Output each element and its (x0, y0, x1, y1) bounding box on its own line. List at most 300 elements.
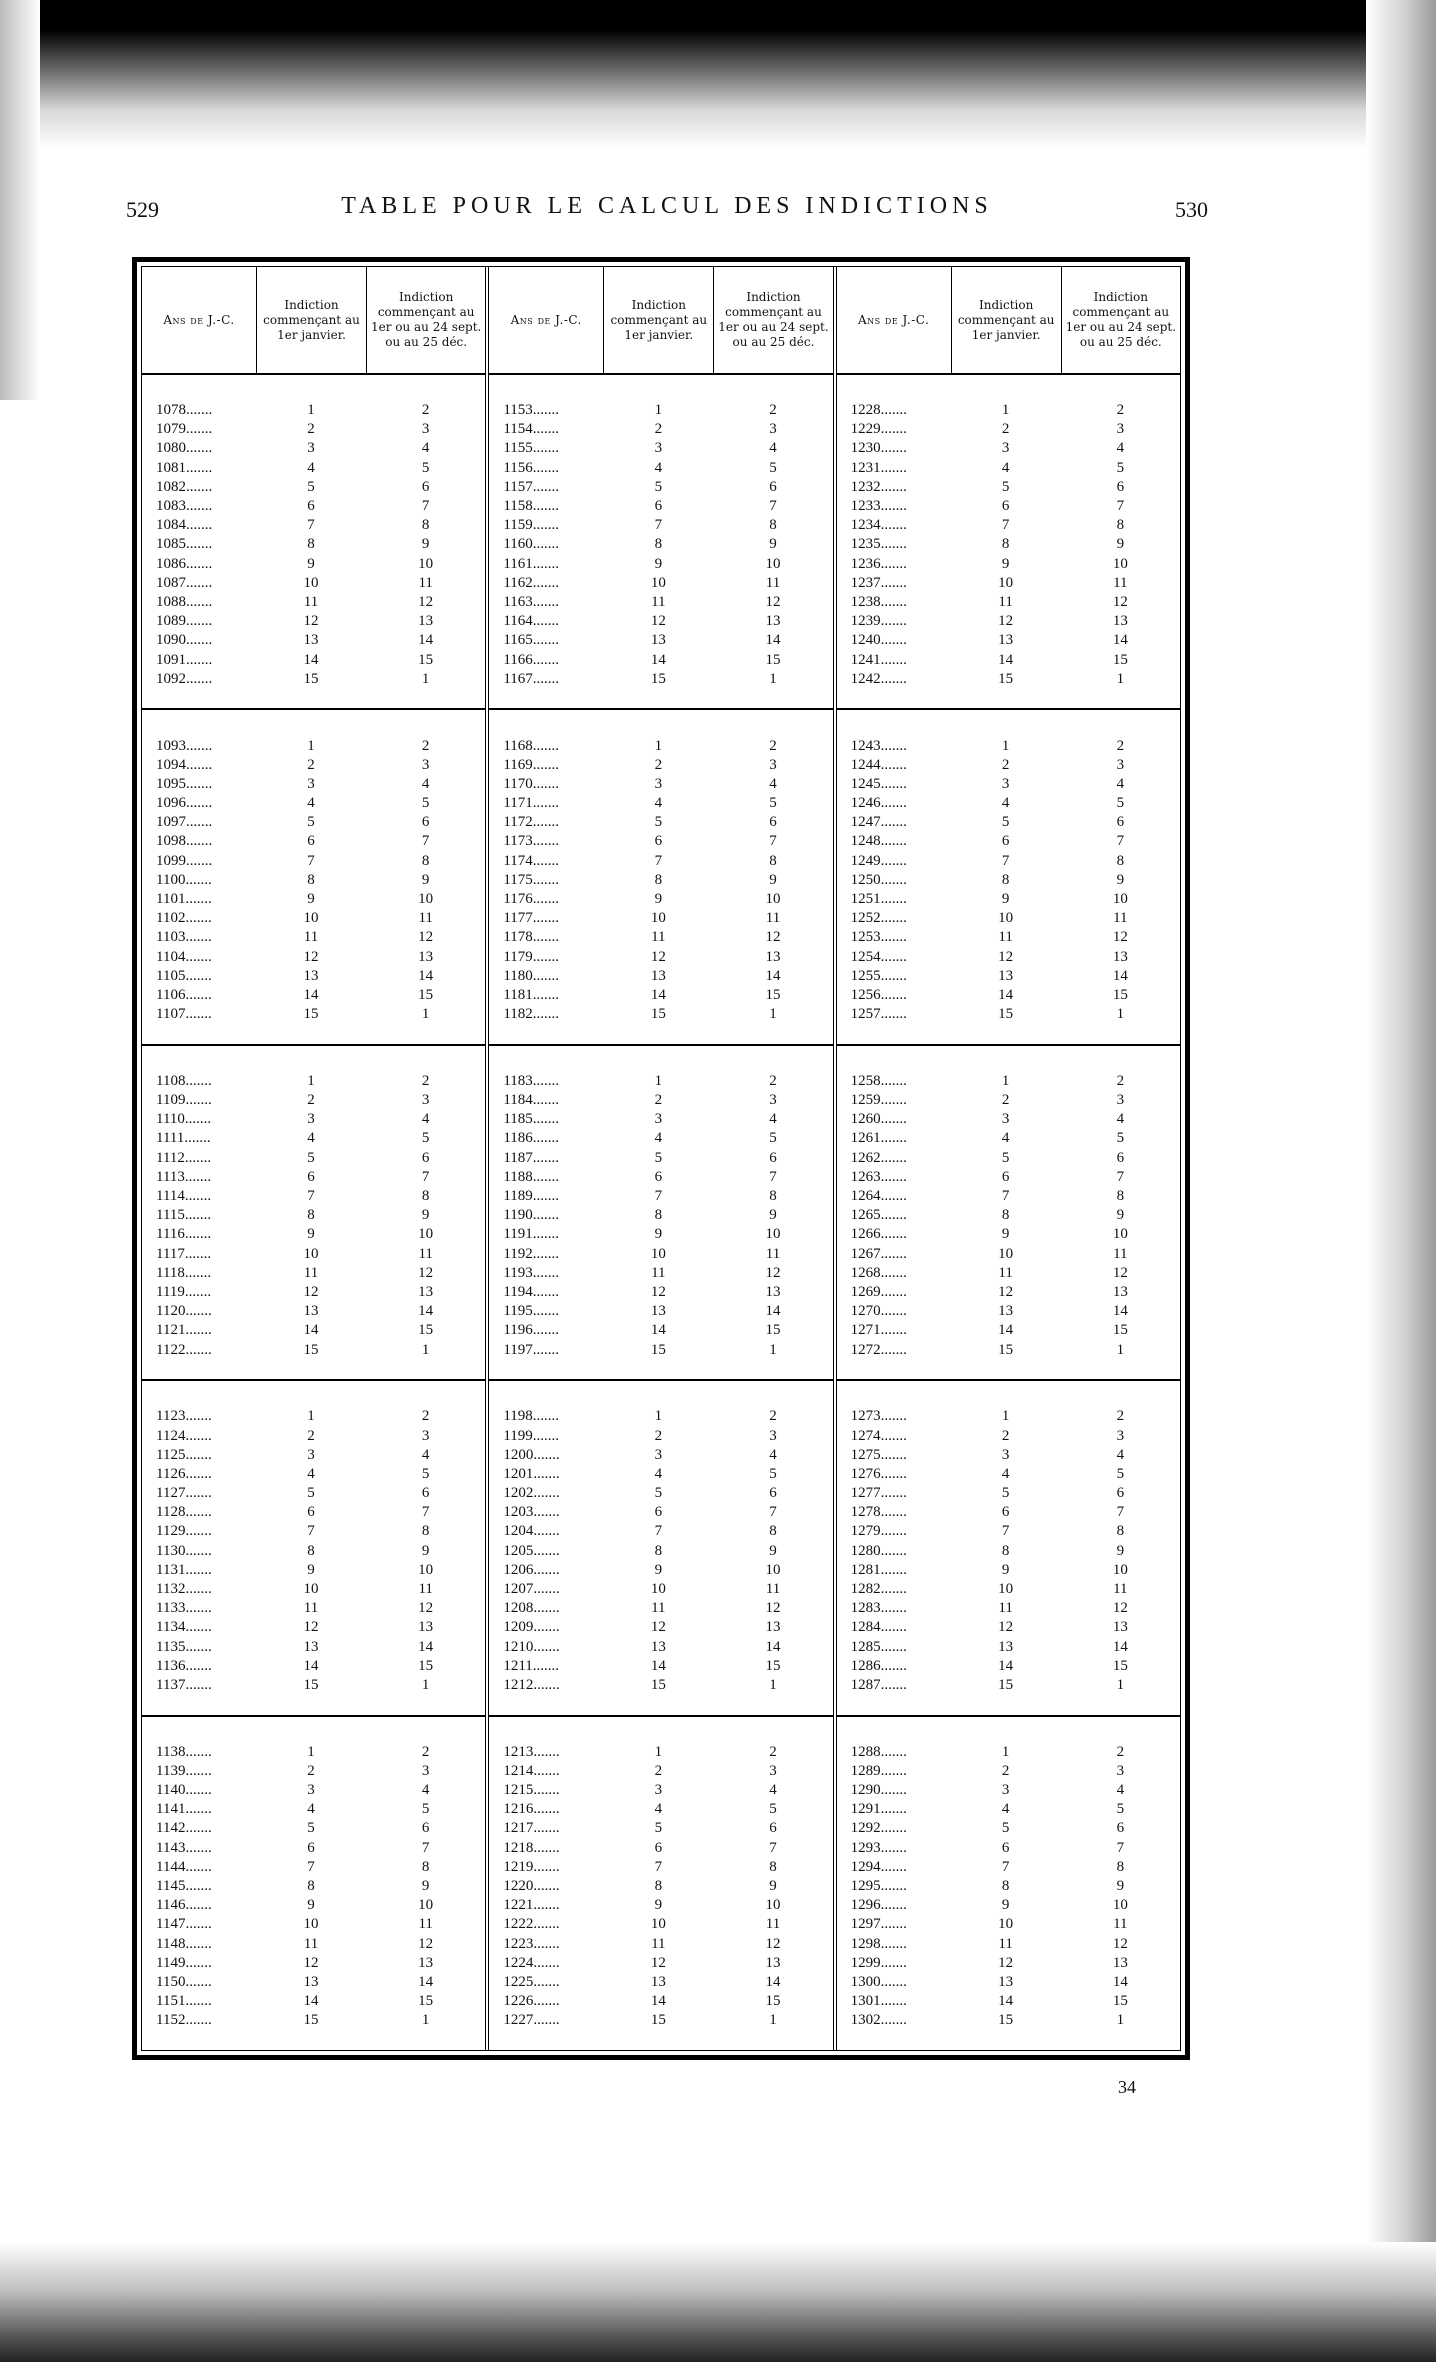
year-cell: 1146....... (156, 1897, 212, 1914)
january-indiction-cell: 5 (1001, 1485, 1010, 1502)
table-row (837, 1149, 1180, 1168)
table-row (489, 1129, 832, 1148)
september-indiction-cell: 7 (769, 1504, 777, 1521)
january-indiction-cell: 10 (998, 910, 1014, 927)
table-row (489, 1973, 832, 1992)
table-row (837, 1283, 1180, 1302)
table-row (837, 832, 1180, 851)
january-indiction-cell: 15 (998, 1676, 1014, 1693)
table-row (142, 1781, 485, 1800)
september-indiction-cell: 3 (421, 1762, 430, 1779)
table-row (837, 1935, 1180, 1954)
september-indiction-cell: 12 (765, 929, 781, 946)
table-row (837, 967, 1180, 986)
january-indiction-cell: 4 (1001, 795, 1010, 812)
january-indiction-cell: 7 (654, 852, 663, 869)
year-cell: 1105....... (156, 967, 212, 984)
table-row (142, 1839, 485, 1858)
september-indiction-cell: 12 (765, 1935, 781, 1952)
table-row (142, 574, 485, 593)
table-row (837, 890, 1180, 909)
table-row (142, 2011, 485, 2030)
september-indiction-cell: 5 (1116, 795, 1125, 812)
table-row (489, 1580, 832, 1599)
table-row (489, 1168, 832, 1187)
january-indiction-cell: 1 (307, 737, 315, 754)
september-indiction-cell: 14 (765, 1303, 781, 1320)
september-indiction-cell: 1 (421, 2012, 430, 2029)
table-row (489, 1264, 832, 1283)
year-cell: 1136....... (156, 1657, 212, 1674)
table-row (837, 1599, 1180, 1618)
september-indiction-cell: 8 (421, 1188, 430, 1205)
table-row (142, 1446, 485, 1465)
september-indiction-cell: 14 (418, 967, 434, 984)
year-cell: 1116....... (156, 1226, 212, 1243)
september-indiction-cell: 11 (765, 910, 781, 927)
panel-body (142, 375, 485, 2050)
year-cell: 1127....... (156, 1485, 212, 1502)
january-indiction-cell: 10 (998, 574, 1014, 591)
september-indiction-cell: 4 (421, 775, 430, 792)
year-cell: 1187....... (503, 1149, 560, 1166)
year-cell: 1087....... (156, 574, 213, 591)
january-indiction-cell: 11 (998, 1600, 1013, 1617)
september-indiction-cell: 5 (769, 1465, 777, 1482)
table-row (142, 736, 485, 755)
table-row (142, 1110, 485, 1129)
year-cell: 1301....... (850, 1993, 907, 2010)
year-cell: 1283....... (850, 1600, 907, 1617)
september-indiction-cell: 6 (769, 1820, 777, 1837)
january-indiction-cell: 4 (1001, 459, 1010, 476)
january-indiction-cell: 7 (307, 1523, 315, 1540)
january-indiction-cell: 7 (307, 852, 315, 869)
september-indiction-cell: 11 (418, 1245, 433, 1262)
year-cell: 1120....... (156, 1303, 212, 1320)
table-row (837, 478, 1180, 497)
year-cell: 1207....... (503, 1581, 560, 1597)
year-cell: 1099....... (156, 852, 213, 869)
year-cell: 1298....... (850, 1935, 907, 1952)
september-indiction-cell: 9 (769, 1878, 777, 1895)
january-indiction-cell: 9 (654, 1226, 663, 1243)
year-cell: 1183....... (503, 1072, 560, 1089)
table-row (837, 1522, 1180, 1541)
january-indiction-cell: 5 (1001, 1149, 1010, 1166)
september-indiction-cell: 8 (769, 1188, 777, 1205)
table-row (837, 1340, 1180, 1359)
september-indiction-cell: 9 (769, 871, 777, 888)
year-cell: 1302....... (850, 2012, 907, 2029)
year-cell: 1119....... (156, 1283, 212, 1300)
panel-body (489, 375, 832, 2050)
september-indiction-cell: 9 (1116, 871, 1125, 888)
table-row (837, 650, 1180, 669)
table-row (489, 650, 832, 669)
table-row (142, 1973, 485, 1992)
september-indiction-cell: 3 (421, 421, 430, 438)
january-indiction-cell: 14 (303, 651, 319, 668)
january-indiction-cell: 8 (654, 1542, 663, 1559)
scan-edge-top (0, 0, 1436, 150)
september-indiction-cell: 10 (765, 1561, 781, 1578)
january-indiction-cell: 10 (650, 1581, 666, 1597)
january-indiction-cell: 5 (307, 1485, 315, 1502)
table-row (837, 2011, 1180, 2030)
september-indiction-cell: 7 (421, 1504, 430, 1521)
year-cell: 1143....... (156, 1839, 212, 1856)
september-indiction-cell: 2 (1116, 1072, 1125, 1089)
year-cell: 1164....... (503, 613, 560, 630)
september-indiction-cell: 5 (421, 459, 430, 476)
year-cell: 1251....... (850, 891, 907, 907)
table-row (142, 813, 485, 832)
year-cell: 1253....... (850, 929, 907, 946)
january-indiction-cell: 13 (303, 1638, 319, 1655)
january-indiction-cell: 4 (1001, 1465, 1010, 1482)
year-cell: 1100....... (156, 871, 212, 888)
january-indiction-cell: 5 (1001, 814, 1010, 831)
year-cell: 1250....... (850, 871, 907, 888)
table-row (837, 909, 1180, 928)
january-indiction-cell: 8 (307, 536, 315, 553)
september-indiction-cell: 14 (418, 632, 434, 649)
january-indiction-cell: 12 (650, 613, 666, 630)
table-row (837, 1915, 1180, 1934)
table-row (489, 1781, 832, 1800)
september-indiction-cell: 15 (418, 1993, 434, 2010)
september-indiction-cell: 13 (1112, 613, 1128, 630)
january-indiction-cell: 15 (998, 670, 1014, 687)
table-row (142, 1187, 485, 1206)
year-cell: 1172....... (503, 814, 560, 831)
january-indiction-cell: 10 (998, 1916, 1014, 1933)
table-row (837, 439, 1180, 458)
table-row (489, 1503, 832, 1522)
september-indiction-cell: 6 (769, 1149, 777, 1166)
january-indiction-cell: 6 (1001, 1504, 1010, 1521)
table-row (837, 1225, 1180, 1244)
january-indiction-cell: 4 (654, 795, 663, 812)
september-indiction-cell: 6 (421, 478, 430, 495)
table-row (489, 478, 832, 497)
page-title: TABLE POUR LE CALCUL DES INDICTIONS (341, 193, 993, 219)
september-indiction-cell: 7 (1116, 1168, 1125, 1185)
table-row (489, 439, 832, 458)
year-cell: 1218....... (503, 1839, 560, 1856)
january-indiction-cell: 15 (303, 670, 319, 687)
september-indiction-cell: 5 (1116, 459, 1125, 476)
year-cell: 1233....... (850, 498, 907, 515)
year-cell: 1202....... (503, 1485, 560, 1502)
table-row (142, 1800, 485, 1819)
year-block (489, 375, 832, 710)
year-cell: 1078....... (156, 402, 213, 419)
year-cell: 1271....... (850, 1322, 907, 1339)
september-indiction-cell: 11 (765, 574, 781, 591)
january-indiction-cell: 10 (303, 1245, 319, 1262)
panel-header (142, 267, 485, 375)
year-cell: 1110....... (156, 1111, 212, 1128)
september-indiction-cell: 7 (769, 498, 777, 515)
year-cell: 1195....... (503, 1303, 560, 1320)
january-indiction-cell: 5 (307, 814, 315, 831)
year-cell: 1201....... (503, 1465, 560, 1482)
table-row (489, 1005, 832, 1024)
table-row (142, 1561, 485, 1580)
january-indiction-cell: 3 (307, 1446, 315, 1463)
year-cell: 1215....... (503, 1782, 560, 1799)
table-row (489, 1877, 832, 1896)
table-row (837, 401, 1180, 420)
year-cell: 1084....... (156, 517, 213, 534)
table-row (837, 555, 1180, 574)
year-cell: 1126....... (156, 1465, 212, 1482)
table-row (837, 1743, 1180, 1762)
table-row (142, 1992, 485, 2011)
january-indiction-cell: 7 (654, 517, 663, 534)
september-indiction-cell: 9 (421, 536, 430, 553)
january-indiction-cell: 11 (303, 1935, 319, 1952)
year-cell: 1197....... (503, 1341, 560, 1358)
scan-edge-bottom (0, 2242, 1436, 2362)
september-indiction-cell: 12 (418, 1935, 434, 1952)
september-indiction-cell: 10 (418, 1897, 434, 1914)
table-row (837, 612, 1180, 631)
january-indiction-cell: 14 (650, 1322, 666, 1339)
table-row (489, 1072, 832, 1091)
september-indiction-cell: 8 (769, 1858, 777, 1875)
year-cell: 1200....... (503, 1446, 560, 1463)
september-indiction-cell: 15 (1112, 651, 1128, 668)
january-indiction-cell: 4 (307, 459, 315, 476)
january-indiction-cell: 14 (303, 1657, 319, 1674)
september-indiction-cell: 2 (1116, 1408, 1125, 1425)
table-row (837, 1877, 1180, 1896)
september-indiction-cell: 7 (769, 833, 777, 850)
january-indiction-cell: 8 (654, 871, 663, 888)
january-indiction-cell: 5 (1001, 1820, 1010, 1837)
table-row (142, 1580, 485, 1599)
table-row (142, 1245, 485, 1264)
september-indiction-cell: 3 (1116, 1427, 1125, 1444)
table-row (489, 1935, 832, 1954)
september-indiction-cell: 12 (1112, 929, 1128, 946)
table-row (142, 459, 485, 478)
year-cell: 1129....... (156, 1523, 212, 1540)
table-row (142, 497, 485, 516)
table-row (489, 1800, 832, 1819)
january-indiction-cell: 2 (1001, 421, 1010, 438)
september-indiction-cell: 9 (421, 1542, 430, 1559)
table-row (489, 631, 832, 650)
table-row (142, 1542, 485, 1561)
september-indiction-cell: 5 (421, 1130, 430, 1147)
year-cell: 1281....... (850, 1561, 907, 1578)
table-row (142, 947, 485, 966)
september-indiction-cell: 6 (421, 814, 430, 831)
table-row (837, 1542, 1180, 1561)
table-row (837, 852, 1180, 871)
table-row (837, 420, 1180, 439)
january-indiction-cell: 5 (654, 1485, 663, 1502)
year-cell: 1177....... (503, 910, 560, 927)
january-indiction-cell: 12 (998, 1283, 1014, 1300)
september-indiction-cell: 9 (1116, 1207, 1125, 1224)
year-cell: 1230....... (850, 440, 907, 457)
table-row (489, 459, 832, 478)
year-cell: 1125....... (156, 1446, 212, 1463)
january-indiction-cell: 3 (307, 1782, 315, 1799)
table-row (142, 1637, 485, 1656)
january-indiction-cell: 6 (654, 1168, 663, 1185)
table-body (141, 266, 1181, 2051)
table-row (489, 1426, 832, 1445)
table-row (837, 1206, 1180, 1225)
september-indiction-cell: 14 (1112, 967, 1128, 984)
table-row (837, 1302, 1180, 1321)
september-indiction-cell: 2 (769, 737, 777, 754)
year-cell: 1220....... (503, 1878, 560, 1895)
year-cell: 1188....... (503, 1168, 560, 1185)
year-cell: 1198....... (503, 1408, 560, 1425)
table-row (837, 1321, 1180, 1340)
january-indiction-cell: 13 (998, 967, 1014, 984)
january-indiction-cell: 9 (307, 1561, 315, 1578)
january-indiction-cell: 9 (1001, 1226, 1010, 1243)
january-indiction-cell: 15 (998, 2012, 1014, 2029)
january-indiction-cell: 12 (303, 948, 319, 965)
january-indiction-cell: 6 (307, 1504, 315, 1521)
table-row (837, 1129, 1180, 1148)
year-cell: 1272....... (850, 1341, 907, 1358)
table-row (489, 756, 832, 775)
table-row (489, 1522, 832, 1541)
september-indiction-cell: 7 (1116, 1839, 1125, 1856)
year-cell: 1080....... (156, 440, 213, 457)
january-indiction-cell: 6 (307, 1168, 315, 1185)
september-indiction-cell: 4 (421, 1111, 430, 1128)
january-indiction-cell: 14 (303, 1322, 319, 1339)
january-indiction-cell: 13 (303, 1303, 319, 1320)
year-cell: 1242....... (850, 670, 907, 687)
january-indiction-cell: 15 (650, 1006, 666, 1023)
table-row (142, 775, 485, 794)
january-indiction-cell: 4 (307, 1465, 315, 1482)
january-indiction-cell: 15 (650, 2012, 666, 2029)
year-cell: 1173....... (503, 833, 560, 850)
september-indiction-cell: 3 (421, 756, 430, 773)
year-cell: 1279....... (850, 1523, 907, 1540)
year-cell: 1167....... (503, 670, 560, 687)
september-indiction-cell: 7 (421, 1839, 430, 1856)
september-indiction-cell: 14 (418, 1973, 434, 1990)
table-row (489, 909, 832, 928)
january-indiction-cell: 10 (650, 910, 666, 927)
year-cell: 1294....... (850, 1858, 907, 1875)
september-column-header: Indiction commençant au 1er ou au 24 sept. ou au 25 déc. (366, 267, 485, 373)
table-row (142, 1522, 485, 1541)
right-page-number: 530 (1175, 197, 1208, 222)
september-indiction-cell: 10 (765, 1897, 781, 1914)
year-cell: 1148....... (156, 1935, 212, 1952)
table-row (142, 1762, 485, 1781)
year-cell: 1086....... (156, 555, 213, 572)
year-cell: 1137....... (156, 1676, 212, 1693)
september-indiction-cell: 12 (1112, 1264, 1128, 1281)
table-row (837, 1992, 1180, 2011)
year-cell: 1122....... (156, 1341, 212, 1358)
year-cell: 1221....... (503, 1897, 560, 1914)
year-cell: 1194....... (503, 1283, 560, 1300)
january-indiction-cell: 9 (654, 555, 663, 572)
september-indiction-cell: 12 (418, 593, 434, 610)
year-cell: 1274....... (850, 1427, 907, 1444)
january-column-header: Indiction commençant au 1er janvier. (256, 267, 366, 373)
january-indiction-cell: 3 (654, 775, 663, 792)
year-cell: 1265....... (850, 1207, 907, 1224)
january-indiction-cell: 7 (307, 1188, 315, 1205)
table-row (142, 1005, 485, 1024)
january-indiction-cell: 1 (307, 1408, 315, 1425)
january-indiction-cell: 4 (307, 795, 315, 812)
september-column-header: Indiction commençant au 1er ou au 24 sept. ou au 25 déc. (713, 267, 832, 373)
september-indiction-cell: 10 (1112, 891, 1128, 907)
january-indiction-cell: 13 (650, 1303, 666, 1320)
january-indiction-cell: 11 (303, 593, 319, 610)
september-indiction-cell: 13 (765, 1954, 781, 1971)
year-cell: 1243....... (850, 737, 907, 754)
table-row (142, 967, 485, 986)
table-panel (833, 267, 1180, 2050)
year-cell: 1117....... (156, 1245, 212, 1262)
table-row (489, 1954, 832, 1973)
january-indiction-cell: 8 (1001, 1207, 1010, 1224)
september-indiction-cell: 3 (769, 1427, 777, 1444)
january-indiction-cell: 2 (307, 1762, 315, 1779)
table-row (142, 1206, 485, 1225)
year-block (837, 710, 1180, 1045)
year-cell: 1278....... (850, 1504, 907, 1521)
year-cell: 1161....... (503, 555, 560, 572)
january-indiction-cell: 3 (307, 1111, 315, 1128)
table-row (489, 1858, 832, 1877)
september-indiction-cell: 3 (421, 1092, 430, 1109)
table-row (489, 871, 832, 890)
september-indiction-cell: 5 (769, 459, 777, 476)
year-cell: 1107....... (156, 1006, 212, 1023)
january-indiction-cell: 13 (303, 1973, 319, 1990)
september-indiction-cell: 14 (765, 1973, 781, 1990)
january-indiction-cell: 2 (1001, 1092, 1010, 1109)
table-row (142, 1302, 485, 1321)
year-cell: 1299....... (850, 1954, 907, 1971)
table-row (142, 1283, 485, 1302)
year-cell: 1296....... (850, 1897, 907, 1914)
january-indiction-cell: 11 (651, 1935, 666, 1952)
year-cell: 1179....... (503, 948, 560, 965)
january-indiction-cell: 14 (998, 651, 1014, 668)
september-indiction-cell: 12 (418, 929, 434, 946)
table-row (489, 813, 832, 832)
year-cell: 1082....... (156, 478, 213, 495)
september-indiction-cell: 5 (421, 795, 430, 812)
january-indiction-cell: 15 (303, 2012, 319, 2029)
september-indiction-cell: 8 (421, 1858, 430, 1875)
september-indiction-cell: 5 (1116, 1801, 1125, 1818)
year-cell: 1189....... (503, 1188, 560, 1205)
